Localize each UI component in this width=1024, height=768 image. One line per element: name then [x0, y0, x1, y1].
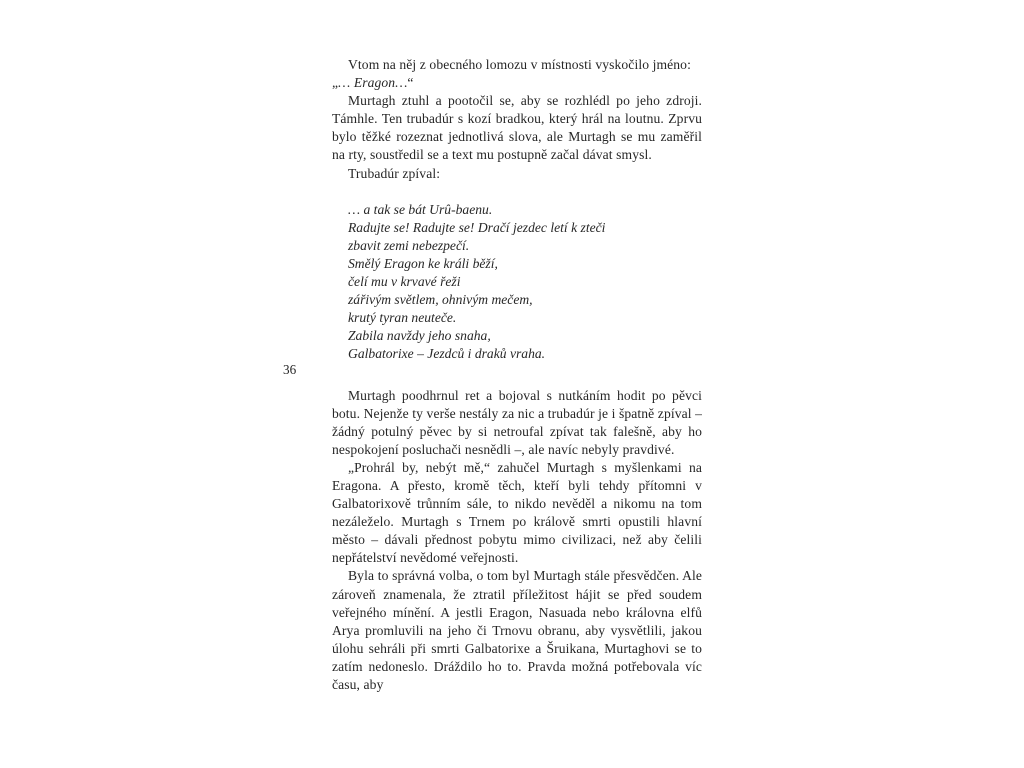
poem-line: zářivým světlem, ohnivým mečem,: [348, 292, 533, 308]
poem-line: zbavit zemi nebezpečí.: [348, 237, 470, 253]
quote-open-mark: „: [332, 75, 339, 91]
paragraph-prohral: „Prohrál by, nebýt mě,“ zahučel Murtagh s myšlenkami na Eragona. A přesto, kromě těch, kteří byli tehdy přítomni v Galbatorixově trůnním sále, to nikdo nevěděl a nikomu na tom nezáleželo. Murtagh s Trnem po králově smrti opustili hlavní město – dávali přednost pobytu mimo civilizaci, než aby čelili nepřátelství nevědomé veřejnosti.: [332, 459, 702, 566]
paragraph-volba: Byla to správná volba, o tom byl Murtagh stále přesvědčen. Ale zároveň znamenala, že ztratil příležitost hájit se před soudem veřejného mínění. A jestli Eragon, Nasuada nebo královna elfů Arya promluvili na jeho či Trnovu obranu, aby vysvětlili, jakou úlohu sehráli při smrti Galbatorixe a Šruikana, Murtaghovi se to zatím nedoneslo. Dráždilo ho to. Pravda možná potřebovala víc času, aby: [332, 568, 702, 692]
poem-line: krutý tyran neuteče.: [348, 310, 457, 326]
poem-line: čelí mu v krvavé řeži: [348, 274, 461, 290]
paragraph-intro: Vtom na něj z obecného lomozu v místnosti vyskočilo jméno:: [348, 57, 691, 72]
paragraph-boot: Murtagh poodhrnul ret a bojoval s nutkáním hodit po pěvci botu. Nejenže ty verše nestály za nic a trubadúr je i špatně zpíval – žádný potulný pěvec by si netroufal zpívat tak falešně, aby ho nespokojení posluchači nesnědli –, ale navíc nebyly pravdivé.: [332, 387, 703, 457]
poem-line: … a tak se bát Urû-baenu.: [348, 201, 493, 217]
poem-line: Galbatorixe – Jezdců i draků vraha.: [348, 346, 546, 362]
poem-block: [348, 201, 702, 364]
quote-close-mark: “: [407, 75, 414, 91]
poem-line: Radujte se! Radujte se! Dračí jezdec letí k zteči: [348, 219, 606, 235]
poem-line: Zabila navždy jeho snaha,: [348, 328, 491, 344]
page-text-block: [332, 56, 702, 694]
page-number: 36: [283, 362, 297, 377]
poem-line: Smělý Eragon ke králi běží,: [348, 255, 498, 271]
paragraph-troubadour: Murtagh ztuhl a pootočil se, aby se rozhlédl po jeho zdroji. Támhle. Ten trubadúr s kozí bradkou, který hrál na loutnu. Zprvu bylo těžké rozeznat jednotlivá slova, ale Murtagh se mu zaměřil na rty, soustředil se a text mu postupně začal dávat smysl.: [332, 93, 702, 163]
quote-line: [332, 74, 702, 92]
paragraph-sang: Trubadúr zpíval:: [348, 165, 441, 181]
quoted-name: … Eragon…: [338, 75, 408, 91]
